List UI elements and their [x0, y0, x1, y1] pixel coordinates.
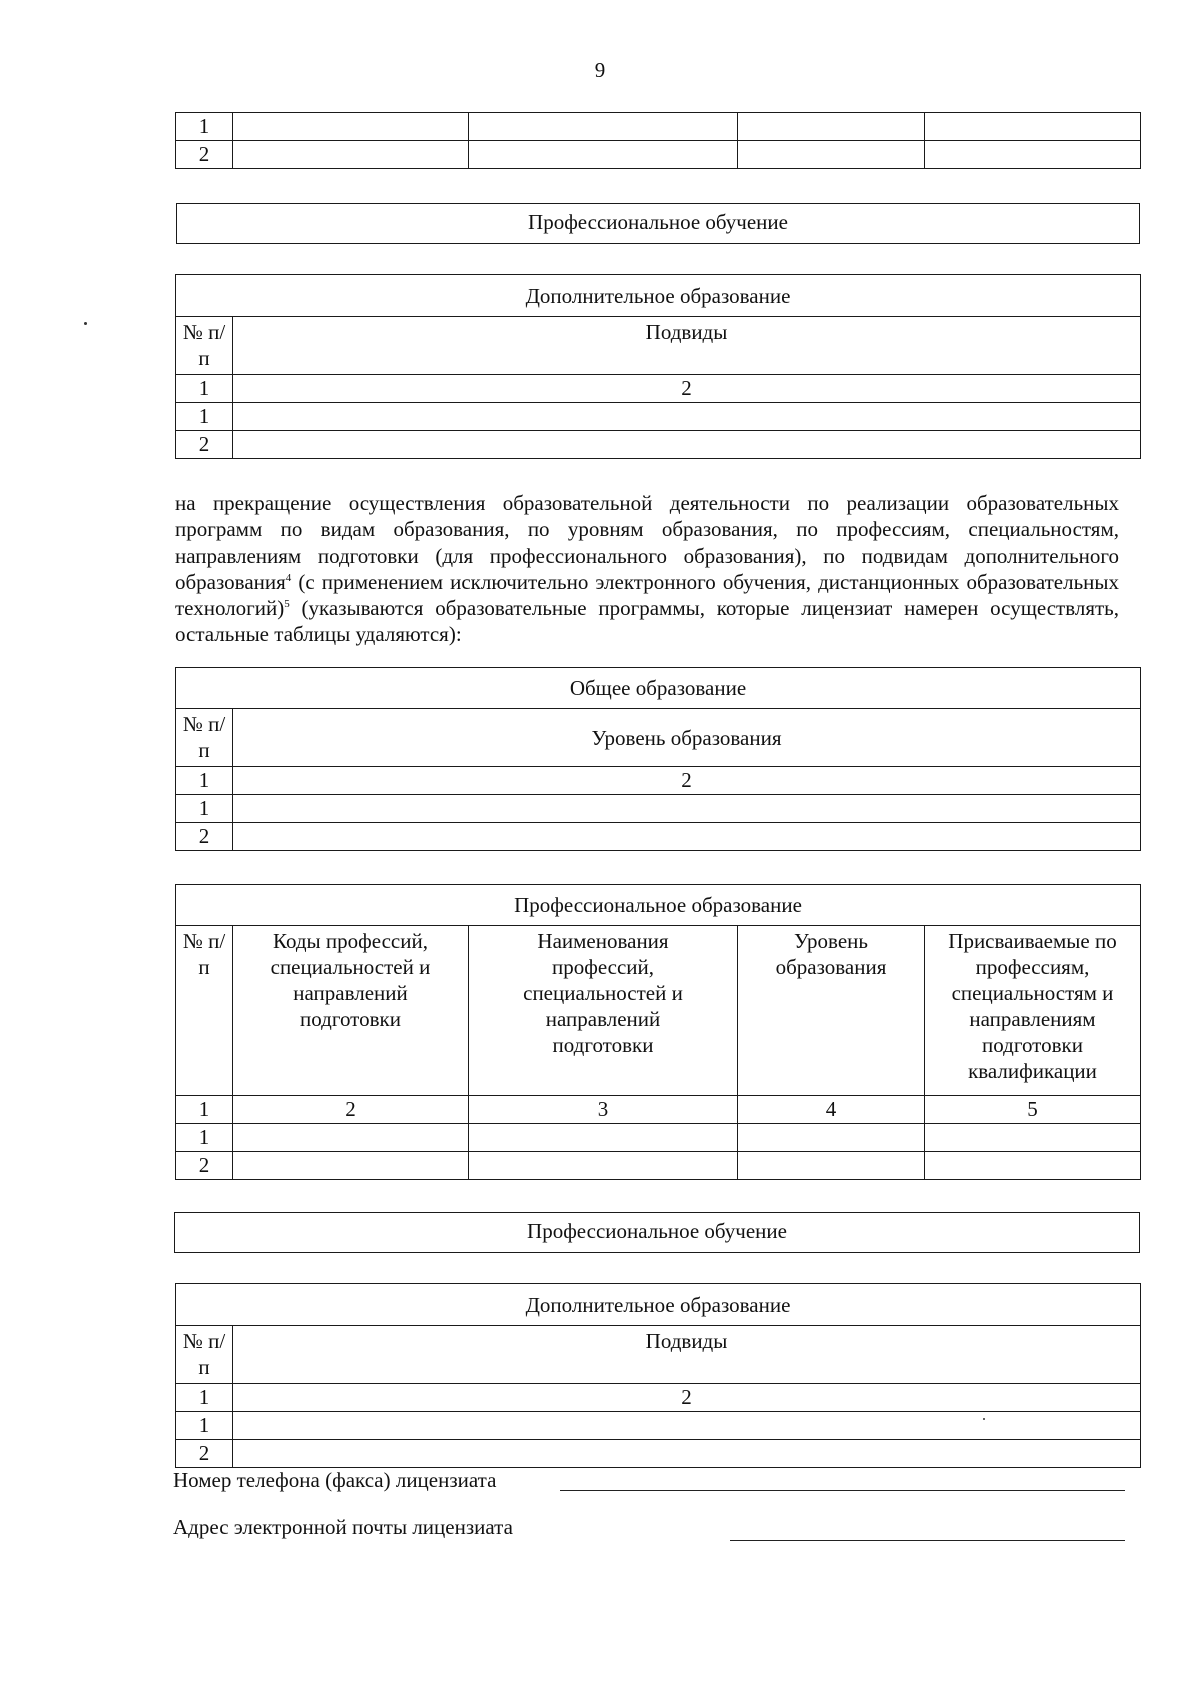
row-number: 2 [176, 141, 233, 169]
row-number: 2 [176, 1152, 233, 1180]
col-number-header: № п/п [176, 926, 233, 1096]
col-number-header: № п/п [176, 317, 233, 375]
column-index-row: 1 2 3 4 5 [176, 1096, 1141, 1124]
email-field[interactable] [730, 1540, 1125, 1541]
col-number-header: № п/п [176, 709, 233, 767]
scan-speck [84, 322, 87, 325]
footnote-4: 4 [285, 571, 292, 584]
row-number: 1 [176, 403, 233, 431]
table-row [176, 1440, 1141, 1468]
row-number: 2 [176, 1440, 233, 1468]
row-number: 1 [176, 1412, 233, 1440]
table-title: Дополнительное образование [176, 275, 1141, 317]
table-row [176, 823, 1141, 851]
table-row [176, 141, 1141, 169]
phone-label: Номер телефона (факса) лицензиата [173, 1468, 497, 1492]
table-title: Дополнительное образование [176, 1284, 1141, 1326]
col-level-header: Уровень образования [738, 926, 925, 1096]
table-row [176, 1124, 1141, 1152]
top-continuation-table [175, 112, 1141, 169]
additional-education-table [175, 1283, 1141, 1468]
additional-education-table [175, 274, 1141, 459]
row-number: 2 [176, 823, 233, 851]
row-number: 1 [176, 1124, 233, 1152]
row-number: 1 [176, 113, 233, 141]
col-number-header: № п/п [176, 1326, 233, 1384]
table-row [176, 1152, 1141, 1180]
general-education-table [175, 667, 1141, 851]
professional-training-box [174, 1212, 1140, 1253]
table-title: Профессиональное образование [176, 885, 1141, 926]
table-row [176, 403, 1141, 431]
column-index-row: 1 2 [176, 1384, 1141, 1412]
col-subtypes-header: Подвиды [233, 317, 1141, 375]
footnote-5: 5 [284, 598, 290, 611]
column-index-row: 1 2 [176, 375, 1141, 403]
professional-training-title: Профессиональное обучение [528, 210, 788, 234]
col-names-header: Наименования профессий, специальностей и направлений подготовки [469, 926, 738, 1096]
professional-training-box [176, 203, 1140, 244]
page-number: 9 [594, 58, 606, 82]
professional-education-table [175, 884, 1141, 1180]
col-qualifications-header: Присваиваемые по профессиям, специальностям и направлениям подготовки квалификации [925, 926, 1141, 1096]
col-codes-header: Коды профессий, специальностей и направлений подготовки [233, 926, 469, 1096]
table-row [176, 113, 1141, 141]
email-label: Адрес электронной почты лицензиата [173, 1515, 513, 1539]
table-row [176, 795, 1141, 823]
row-number: 2 [176, 431, 233, 459]
table-title: Общее образование [176, 668, 1141, 709]
scan-speck [983, 1418, 985, 1420]
row-number: 1 [176, 795, 233, 823]
professional-training-title: Профессиональное обучение [527, 1219, 787, 1243]
termination-paragraph: на прекращение осуществления образовательной деятельности по реализации образовательных программ по видам образования, по уровням образования, по профессиям, специальностям, направлениям подготовки (для профессионального образования), по подвидам дополнительного образования$^4$ (с применением исключительно электронного обучения, дистанционных образовательных технологий)$^5$ (указываются образовательные программы, которые лицензиат намерен осуществлять, остальные таблицы удаляются): [175, 491, 1119, 647]
column-index-row: 1 2 [176, 767, 1141, 795]
table-row [176, 1412, 1141, 1440]
phone-field[interactable] [560, 1490, 1125, 1491]
col-level-header: Уровень образования [233, 709, 1141, 767]
table-row [176, 431, 1141, 459]
col-subtypes-header: Подвиды [233, 1326, 1141, 1384]
